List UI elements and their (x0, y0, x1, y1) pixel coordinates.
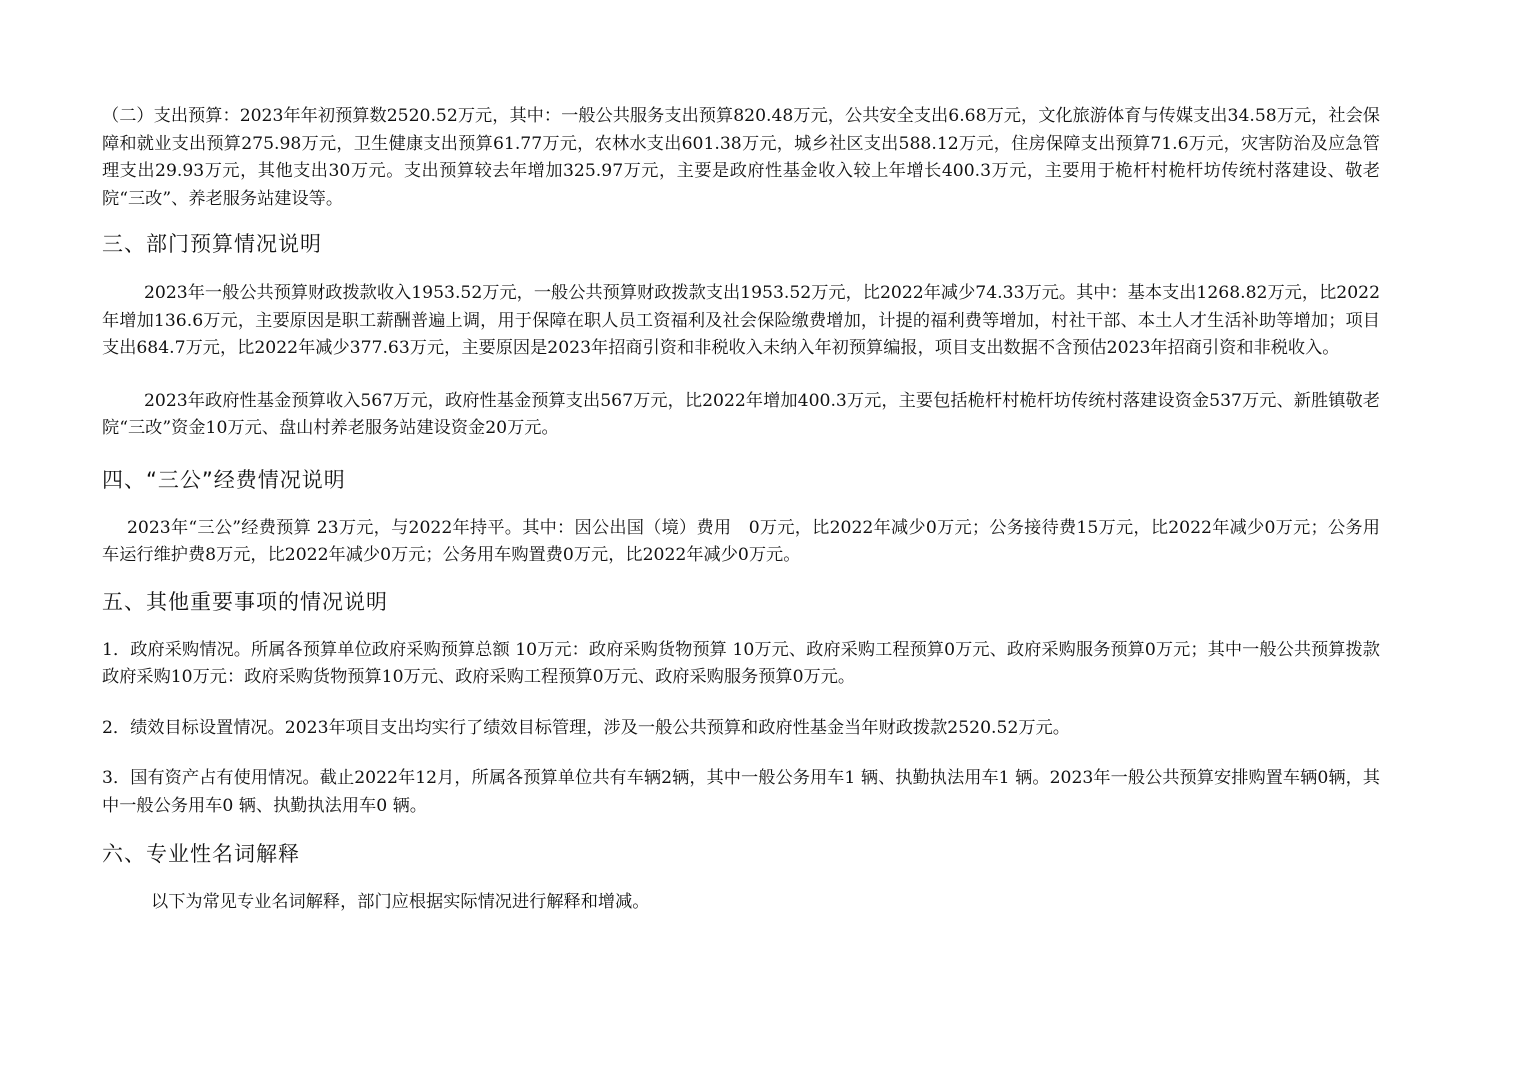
section-heading-dept-budget: 三、部门预算情况说明 (102, 232, 322, 256)
section-heading-glossary: 六、专业性名词解释 (102, 842, 300, 866)
other-matters-item-assets: 3．国有资产占有使用情况。截止2022年12月，所属各预算单位共有车辆2辆，其中一般公务用车1 辆、执勤执法用车1 辆。2023年一般公共预算安排购置车辆0辆，其中一般公务用车0 辆、执勤执法用车0 辆。 (102, 768, 1380, 816)
section-heading-three-public: 四、“三公”经费情况说明 (102, 467, 346, 492)
section-heading-other-matters: 五、其他重要事项的情况说明 (102, 589, 388, 614)
dept-budget-paragraph-fund: 2023年政府性基金预算收入567万元，政府性基金预算支出567万元，比2022年增加400.3万元，主要包括桅杆村桅杆坊传统村落建设资金537万元、新胜镇敬老院“三改”资金10万元、盘山村养老服务站建设资金20万元。 (102, 390, 1380, 438)
other-matters-item-procurement: 1．政府采购情况。所属各预算单位政府采购预算总额 10万元：政府采购货物预算 10万元、政府采购工程预算0万元、政府采购服务预算0万元；其中一般公共预算拨款政府采购10万元：政府采购货物预算10万元、政府采购工程预算0万元、政府采购服务预算0万元。 (102, 639, 1380, 687)
document-page (102, 103, 1380, 917)
other-matters-item-performance: 2．绩效目标设置情况。2023年项目支出均实行了绩效目标管理，涉及一般公共预算和政府性基金当年财政拨款2520.52万元。 (102, 717, 1070, 738)
glossary-paragraph: 以下为常见专业名词解释，部门应根据实际情况进行解释和增减。 (151, 892, 650, 912)
expense-budget-paragraph: （二）支出预算：2023年年初预算数2520.52万元，其中：一般公共服务支出预算820.48万元，公共安全支出6.68万元，文化旅游体育与传媒支出34.58万元，社会保障和就业支出预算275.98万元，卫生健康支出预算61.77万元，农林水支出601.38万元，城乡社区支出588.12万元，住房保障支出预算71.6万元，灾害防治及应急管理支出29.93万元，其他支出30万元。支出预算较去年增加325.97万元，主要是政府性基金收入较上年增长400.3万元，主要用于桅杆村桅杆坊传统村落建设、敬老院“三改”、养老服务站建设等。 (102, 106, 1380, 209)
dept-budget-paragraph-general: 2023年一般公共预算财政拨款收入1953.52万元，一般公共预算财政拨款支出1953.52万元，比2022年减少74.33万元。其中：基本支出1268.82万元，比2022年增加136.6万元，主要原因是职工薪酬普遍上调，用于保障在职人员工资福利及社会保险缴费增加，计提的福利费等增加，村社干部、本土人才生活补助等增加；项目支出684.7万元，比2022年减少377.63万元，主要原因是2023年招商引资和非税收入未纳入年初预算编报，项目支出数据不含预估2023年招商引资和非税收入。 (102, 283, 1380, 358)
three-public-paragraph: 2023年“三公”经费预算 23万元，与2022年持平。其中：因公出国（境）费用 0万元，比2022年减少0万元；公务接待费15万元，比2022年减少0万元；公务用车运行维护费8万元，比2022年减少0万元；公务用车购置费0万元，比2022年减少0万元。 (102, 517, 1380, 565)
